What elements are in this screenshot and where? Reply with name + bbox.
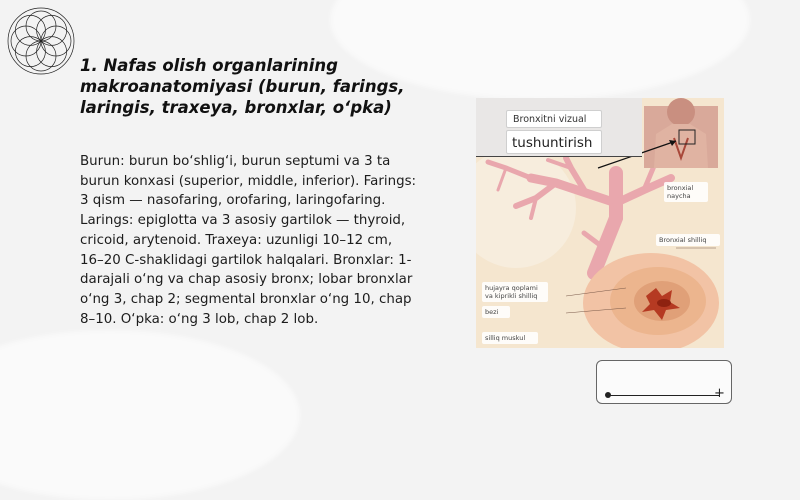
slide-body-text: Burun: burun bo‘shlig‘i, burun septumi va 3 ta burun konxasi (superior, middle, inferior). Farings: 3 qism — nasofaring, orofaring, laringofaring. Larings: epiglotta va 3 asosiy gartilok — thyroid, cricoid, arytenoid. Traxeya: uzunligi 10–12 cm, 16–20 C-shaklidagi gartilok halqalari. Bronxlar: 1-darajali o‘ng va chap asosiy bronx; lobar bronxlar o‘ng 3, chap 2; segmental bronxlar o‘ng 10, chap 8–10. O‘pka: o‘ng 3 lob, chap 2 lob. (80, 154, 417, 327)
label-mucus: Bronxial shilliq (656, 234, 720, 246)
spirograph-logo (4, 4, 78, 78)
figure-title-large: tushuntirish (506, 130, 602, 154)
dot-icon[interactable] (605, 392, 611, 398)
label-cells: hujayra qoplami va kiprikli shilliq (482, 282, 548, 302)
plus-icon[interactable]: + (714, 386, 725, 401)
label-layer: bezi (482, 306, 510, 318)
background-shape (0, 330, 300, 500)
slider-control[interactable] (596, 360, 732, 404)
figure-title-small: Bronxitni vizual (506, 110, 602, 128)
label-muscle: silliq muskul (482, 332, 538, 344)
label-bronchial-tube: bronxial naycha (664, 182, 708, 202)
bronchitis-illustration (476, 98, 724, 348)
slider-track[interactable] (608, 395, 720, 396)
slide-title: 1. Nafas olish organlarining makroanatomiyasi (burun, farings, laringis, traxeya, bronxlar, o‘pka) (80, 56, 405, 117)
